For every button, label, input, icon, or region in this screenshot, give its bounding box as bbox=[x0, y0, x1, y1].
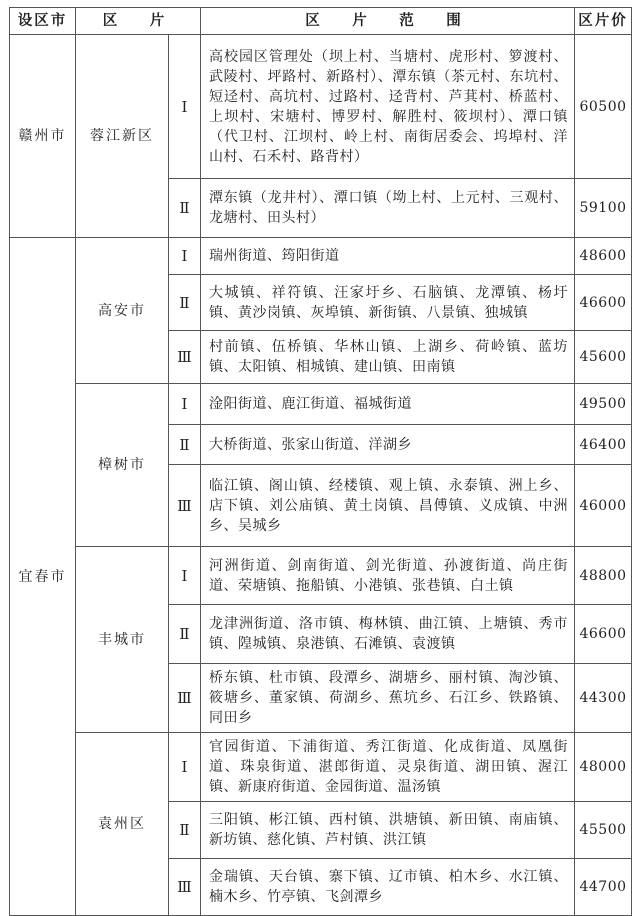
price-cell: 48600 bbox=[575, 238, 632, 275]
scope-cell: 临江镇、阁山镇、经楼镇、观上镇、永泰镇、洲上乡、店下镇、刘公庙镇、黄土岗镇、昌傅镇、义成镇、中洲乡、吴城乡 bbox=[201, 465, 575, 547]
scope-cell: 淦阳街道、鹿江街道、福城街道 bbox=[201, 384, 575, 425]
header-price: 区片价 bbox=[575, 8, 632, 35]
price-cell: 45600 bbox=[575, 331, 632, 384]
land-price-table bbox=[9, 7, 632, 916]
city-cell: 宜春市 bbox=[10, 238, 76, 916]
price-cell: 48000 bbox=[575, 733, 632, 802]
price-cell: 45500 bbox=[575, 802, 632, 859]
table-row bbox=[10, 238, 632, 275]
district-cell: 袁州区 bbox=[76, 733, 169, 916]
price-cell: 46000 bbox=[575, 465, 632, 547]
scope-cell: 村前镇、伍桥镇、华林山镇、上湖乡、荷岭镇、蓝坊镇、太阳镇、相城镇、建山镇、田南镇 bbox=[201, 331, 575, 384]
district-cell: 樟树市 bbox=[76, 384, 169, 547]
tier-cell: Ⅰ bbox=[169, 238, 201, 275]
header-district: 区 片 bbox=[76, 8, 201, 35]
scope-cell: 桥东镇、杜市镇、段潭乡、湖塘乡、丽村镇、淘沙镇、筱塘乡、董家镇、荷湖乡、蕉坑乡、石江乡、铁路镇、同田乡 bbox=[201, 664, 575, 733]
scope-cell: 大桥街道、张家山街道、洋湖乡 bbox=[201, 425, 575, 465]
city-cell: 赣州市 bbox=[10, 35, 76, 238]
tier-cell: Ⅱ bbox=[169, 802, 201, 859]
header-scope: 区 片 范 围 bbox=[201, 8, 575, 35]
price-cell: 48800 bbox=[575, 547, 632, 605]
scope-cell: 三阳镇、彬江镇、西村镇、洪塘镇、新田镇、南庙镇、新坊镇、慈化镇、芦村镇、洪江镇 bbox=[201, 802, 575, 859]
price-cell: 59100 bbox=[575, 179, 632, 238]
header-city: 设区市 bbox=[10, 8, 76, 35]
tier-cell: Ⅰ bbox=[169, 384, 201, 425]
tier-cell: Ⅲ bbox=[169, 465, 201, 547]
tier-cell: Ⅱ bbox=[169, 605, 201, 664]
scope-cell: 河洲街道、剑南街道、剑光街道、孙渡街道、尚庄街道、荣塘镇、拖船镇、小港镇、张巷镇、白土镇 bbox=[201, 547, 575, 605]
price-cell: 60500 bbox=[575, 35, 632, 179]
scope-cell: 大城镇、祥符镇、汪家圩乡、石脑镇、龙潭镇、杨圩镇、黄沙岗镇、灰埠镇、新街镇、八景镇、独城镇 bbox=[201, 275, 575, 331]
tier-cell: Ⅱ bbox=[169, 425, 201, 465]
price-cell: 44300 bbox=[575, 664, 632, 733]
scope-cell: 潭东镇（龙井村）、潭口镇（坳上村、上元村、三观村、龙塘村、田头村） bbox=[201, 179, 575, 238]
tier-cell: Ⅱ bbox=[169, 179, 201, 238]
price-cell: 46600 bbox=[575, 275, 632, 331]
price-cell: 46600 bbox=[575, 605, 632, 664]
scope-cell: 瑞州街道、筠阳街道 bbox=[201, 238, 575, 275]
price-cell: 49500 bbox=[575, 384, 632, 425]
tier-cell: Ⅱ bbox=[169, 275, 201, 331]
tier-cell: Ⅰ bbox=[169, 733, 201, 802]
scope-cell: 高校园区管理处（坝上村、当塘村、虎形村、箩渡村、武陵村、坪路村、新路村）、潭东镇（茶元村、东坑村、短迳村、高坑村、过路村、迳背村、芦萁村、桥蓝村、上坝村、宋塘村、博罗村、解胜村、筱坝村）、潭口镇（代卫村、江坝村、岭上村、南街居委会、坞埠村、洋山村、石禾村、路背村） bbox=[201, 35, 575, 179]
land-price-table-page bbox=[9, 7, 631, 916]
tier-cell: Ⅰ bbox=[169, 35, 201, 179]
tier-cell: Ⅲ bbox=[169, 664, 201, 733]
tier-cell: Ⅲ bbox=[169, 859, 201, 916]
district-cell: 高安市 bbox=[76, 238, 169, 384]
table-row bbox=[10, 35, 632, 179]
tier-cell: Ⅰ bbox=[169, 547, 201, 605]
district-cell: 丰城市 bbox=[76, 547, 169, 733]
table-row bbox=[10, 733, 632, 802]
scope-cell: 官园街道、下浦街道、秀江街道、化成街道、凤凰街道、珠泉街道、湛郎街道、灵泉街道、湖田镇、渥江镇、新康府街道、金园街道、温汤镇 bbox=[201, 733, 575, 802]
scope-cell: 金瑞镇、天台镇、寨下镇、辽市镇、柏木乡、水江镇、楠木乡、竹亭镇、飞剑潭乡 bbox=[201, 859, 575, 916]
table-row bbox=[10, 547, 632, 605]
tier-cell: Ⅲ bbox=[169, 331, 201, 384]
district-cell: 蓉江新区 bbox=[76, 35, 169, 238]
price-cell: 46400 bbox=[575, 425, 632, 465]
table-row bbox=[10, 384, 632, 425]
price-cell: 44700 bbox=[575, 859, 632, 916]
header-row bbox=[10, 8, 632, 35]
scope-cell: 龙津洲街道、洛市镇、梅林镇、曲江镇、上塘镇、秀市镇、隍城镇、泉港镇、石滩镇、袁渡镇 bbox=[201, 605, 575, 664]
